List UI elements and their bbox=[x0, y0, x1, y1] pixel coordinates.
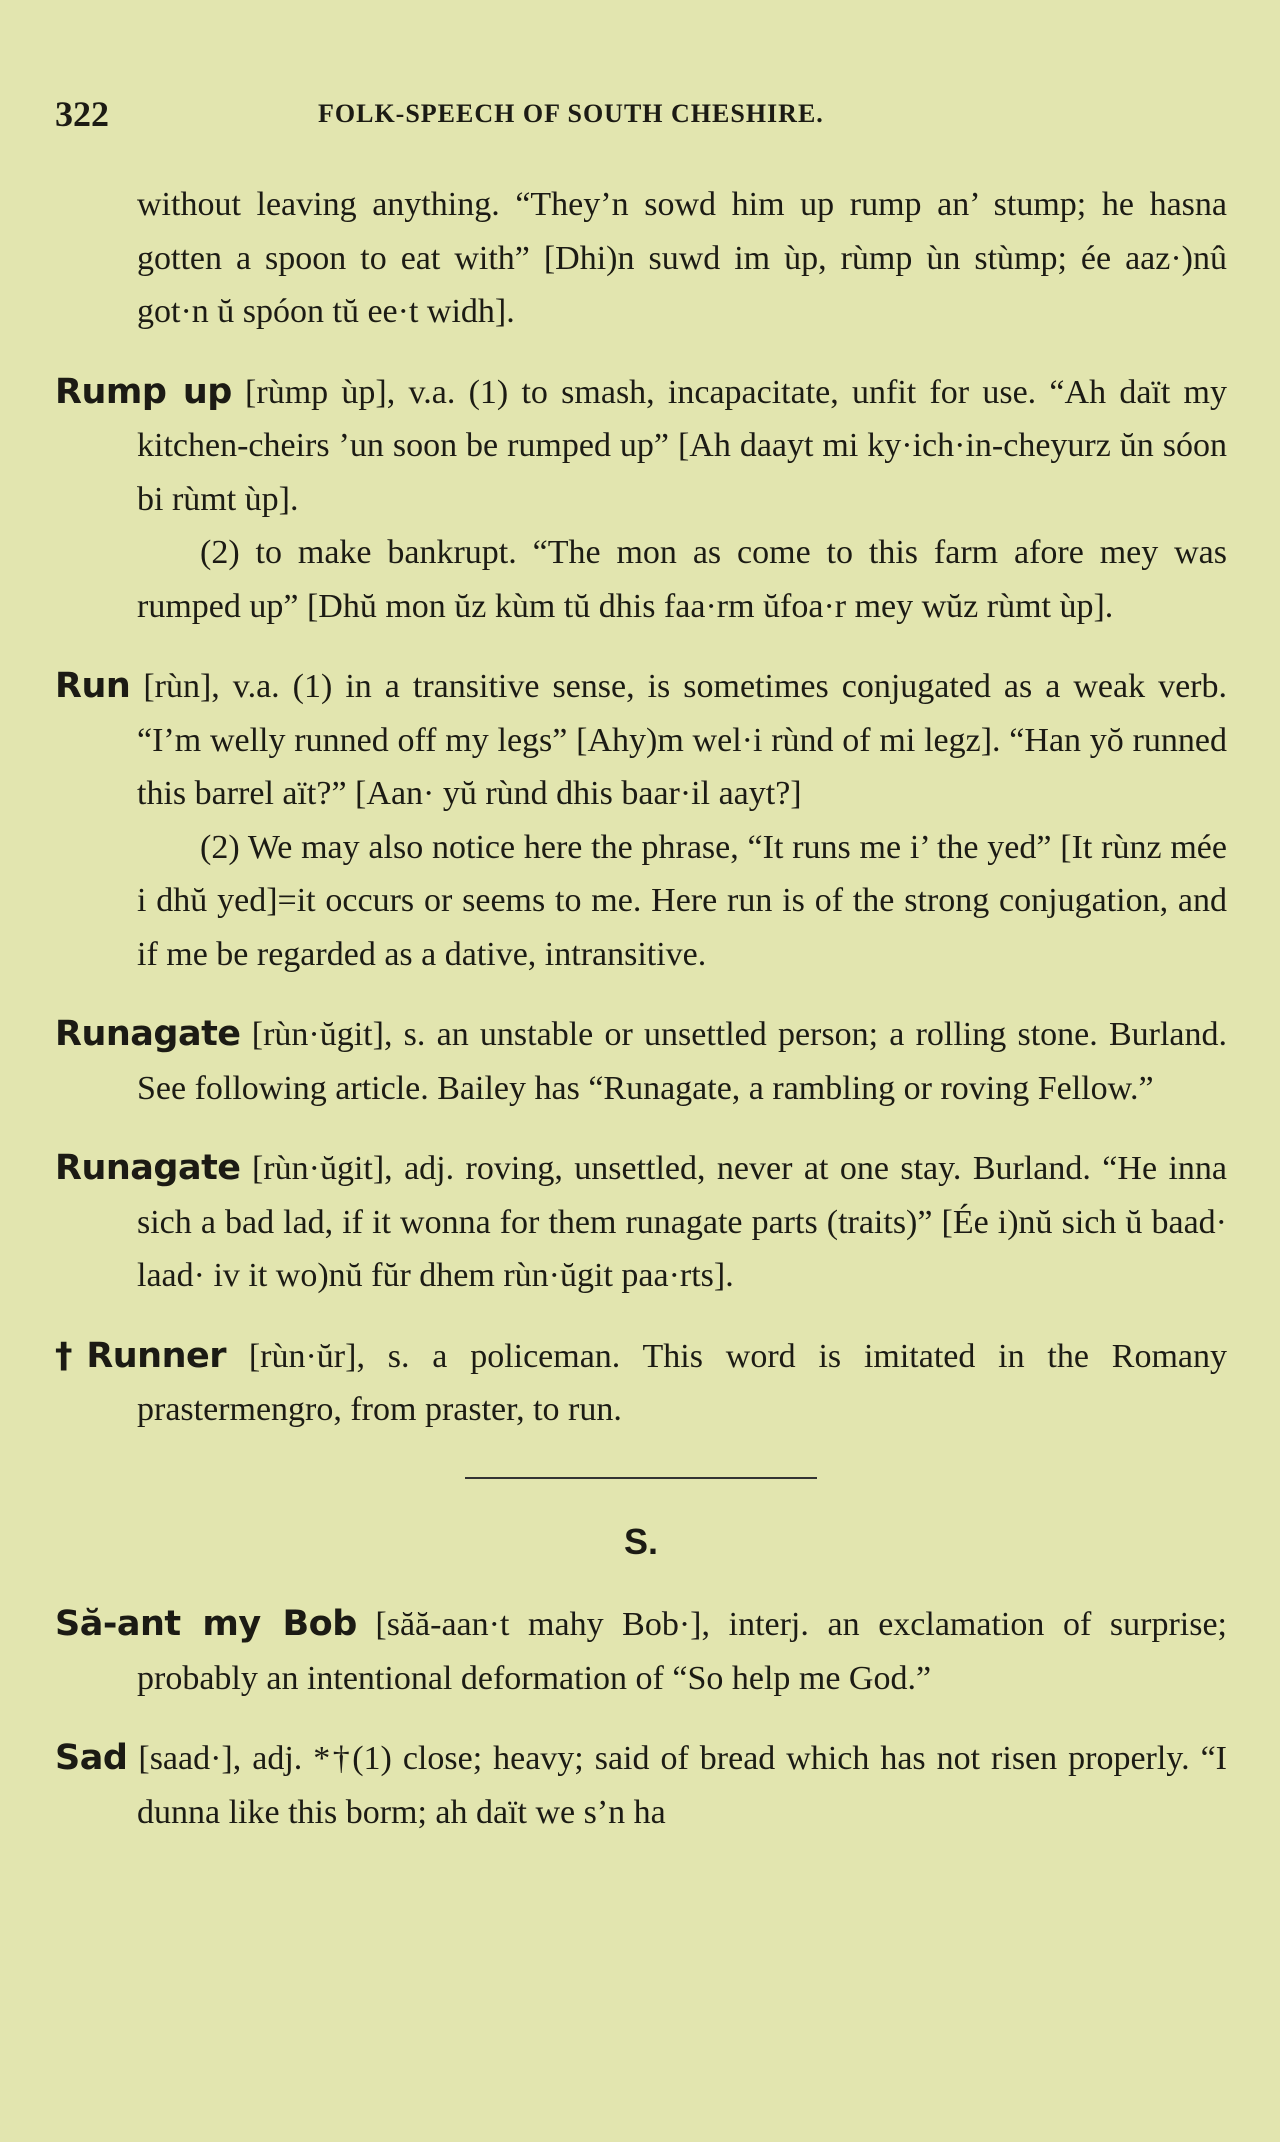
running-title: FOLK-SPEECH OF SOUTH CHESHIRE. bbox=[318, 99, 824, 128]
entry-body: [rùn], v.a. (1) in a transitive sense, is sometimes conjugated as a weak verb. “I’m welly runned off my legs” [Ahy)m wel·i rùnd of mi legz]. “Han yŏ runned this barrel aït?” [Aan· yŭ rùnd dhis baar·il aayt?] bbox=[137, 668, 1228, 812]
page-number: 322 bbox=[55, 94, 109, 134]
entry-sense-2: (2) We may also notice here the phrase, “It runs me i’ the yed” [It rùnz mée i dhŭ yed]=it occurs or seems to me. Here run is of the strong conjugation, and if me be regarded as a dative, intransitive. bbox=[137, 828, 1227, 973]
entry-body: [rùmp ùp], v.a. (1) to smash, incapacitate, unfit for use. “Ah daït my kitchen-cheirs ’un soon be rumped up” [Ah daayt mi ky·ich·in-cheyurz ŭn sóon bi rùmt ùp]. bbox=[137, 373, 1227, 518]
page-header bbox=[55, 93, 1220, 133]
entry-runner bbox=[55, 1330, 1227, 1437]
entry-body: [rùn·ŭgit], s. an unstable or unsettled person; a rolling stone. Burland. See following article. Bailey has “Runagate, a rambling or roving Fellow.” bbox=[137, 1016, 1227, 1107]
headword: †Runner bbox=[55, 1335, 227, 1376]
headword: Runagate bbox=[55, 1014, 241, 1054]
entry-body: [rùn·ŭr], s. a policeman. This word is imitated in the Romany prastermengro, from praster, to run. bbox=[137, 1337, 1227, 1428]
entry-body: [rùn·ŭgit], adj. roving, unsettled, never at one stay. Burland. “He inna sich a bad lad, if it wonna for them runagate parts (traits)” [Ée i)nŭ sich ŭ baad· laad· iv it wo)nŭ fŭr dhem rùn·ŭgit paa·rts]. bbox=[137, 1150, 1228, 1294]
dictionary-body bbox=[55, 178, 1227, 1839]
entry-rump-up bbox=[55, 366, 1227, 634]
entry-run bbox=[55, 660, 1227, 981]
entry-runagate-adj bbox=[55, 1142, 1227, 1303]
entry-sad bbox=[55, 1732, 1227, 1839]
headword: Să-ant my Bob bbox=[55, 1604, 357, 1644]
headword: Runagate bbox=[55, 1148, 241, 1188]
entry-body: [săă-aan·t mahy Bob·], interj. an exclamation of surprise; probably an intentional deformation of “So help me God.” bbox=[137, 1606, 1227, 1697]
entry-runagate-noun bbox=[55, 1008, 1227, 1115]
entry-sense-2: (2) to make bankrupt. “The mon as come to this farm afore mey was rumped up” [Dhŭ mon ŭz kùm tŭ dhis faa·rm ŭfoa·r mey wŭz rùmt ùp]. bbox=[137, 534, 1227, 625]
section-letter: S. bbox=[623, 1520, 658, 1562]
headword: Sad bbox=[55, 1738, 128, 1778]
headword: Rump up bbox=[55, 371, 232, 412]
headword: Run bbox=[55, 666, 131, 706]
entry-body: [saad·], adj. *†(1) close; heavy; said of bread which has not risen properly. “I dunna like this borm; ah daït we s’n ha bbox=[137, 1740, 1227, 1831]
entry-saant-my-bob bbox=[55, 1598, 1227, 1705]
section-divider bbox=[465, 1477, 817, 1479]
continuation-text: without leaving anything. “They’n sowd him up rump an’ stump; he hasna gotten a spoon to eat with” [Dhi)n suwd im ùp, rùmp ùn stùmp; ée aaz·)nû got·n ŭ spóon tŭ ee·t widh]. bbox=[137, 186, 1227, 330]
